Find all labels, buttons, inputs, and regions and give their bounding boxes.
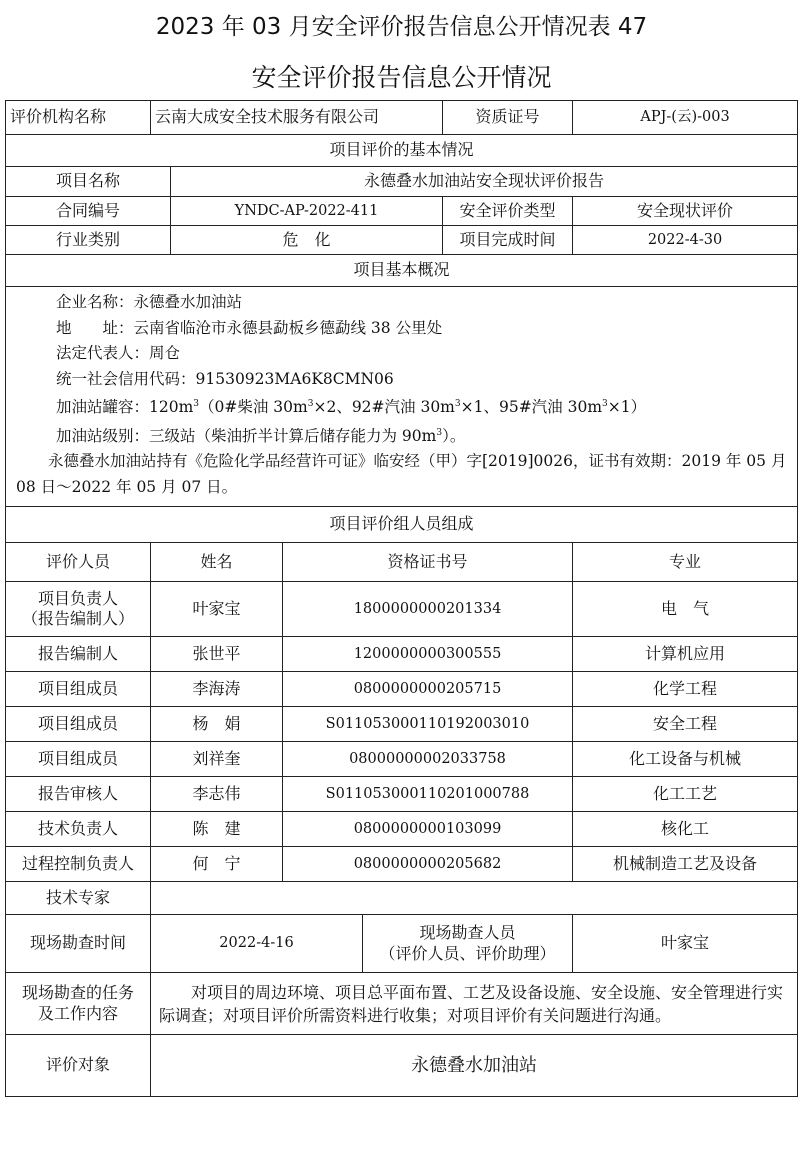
project-name-row	[6, 167, 798, 197]
member-role: 技术负责人	[6, 812, 151, 847]
industry-value: 危 化	[171, 226, 443, 255]
overview-body	[6, 287, 798, 507]
member-name: 陈 建	[151, 812, 283, 847]
overview-section-title: 项目基本概况	[6, 255, 798, 287]
header-cert: 资格证书号	[283, 543, 573, 582]
license-paragraph: 永德叠水加油站持有《危险化学品经营许可证》临安经（甲）字[2019]0026，证书有效期：2019 年 05 月 08 日～2022 年 05 月 07 日。	[16, 452, 787, 496]
member-role: 项目负责人 （报告编制人）	[6, 582, 151, 637]
member-name: 李海涛	[151, 672, 283, 707]
table-row	[6, 637, 798, 672]
member-name: 何 宁	[151, 847, 283, 882]
member-name: 张世平	[151, 637, 283, 672]
member-major: 电 气	[573, 582, 798, 637]
header-role: 评价人员	[6, 543, 151, 582]
header-name: 姓名	[151, 543, 283, 582]
member-major: 安全工程	[573, 707, 798, 742]
org-row	[6, 101, 798, 135]
document-subtitle: 安全评价报告信息公开情况	[251, 63, 552, 92]
org-value: 云南大成安全技术服务有限公司	[151, 101, 443, 135]
table-row	[6, 812, 798, 847]
table-row	[6, 742, 798, 777]
member-name: 叶家宝	[151, 582, 283, 637]
contract-row	[6, 197, 798, 226]
survey-staff-label: 现场勘查人员 （评价人员、评价助理）	[363, 915, 573, 973]
member-cert: S011053000110192003010	[283, 707, 573, 742]
survey-task-label: 现场勘查的任务 及工作内容	[6, 973, 151, 1035]
member-major: 化学工程	[573, 672, 798, 707]
member-cert: 1200000000300555	[283, 637, 573, 672]
tank-line: 加油站罐容：$120m^3(0\#$柴油 $30m^3\times 2$、92#汽油 $30m^3\times 1$、95#汽油 $30m^3\times 1$）	[56, 398, 647, 417]
member-role: 报告编制人	[6, 637, 151, 672]
member-cert: 0800000000103099	[283, 812, 573, 847]
level-line: 加油站级别：三级站（柴油折半计算后储存能力为 $90m^3$）。	[56, 426, 466, 445]
member-cert: 1800000000201334	[283, 582, 573, 637]
member-major: 机械制造工艺及设备	[573, 847, 798, 882]
survey-staff-value: 叶家宝	[573, 915, 798, 973]
member-role: 过程控制负责人	[6, 847, 151, 882]
expert-row	[6, 882, 798, 915]
member-major: 化工设备与机械	[573, 742, 798, 777]
org-label: 评价机构名称	[6, 101, 151, 135]
survey-time-row	[6, 915, 798, 973]
industry-row	[6, 226, 798, 255]
table-row	[6, 777, 798, 812]
member-role: 项目组成员	[6, 672, 151, 707]
member-cert: 0800000000205682	[283, 847, 573, 882]
survey-task-value: 对项目的周边环境、项目总平面布置、工艺及设备设施、安全设施、安全管理进行实际调查；对项目评价所需资料进行收集；对项目评价有关问题进行沟通。	[151, 973, 798, 1035]
member-cert: S011053000110201000788	[283, 777, 573, 812]
member-name: 刘祥奎	[151, 742, 283, 777]
basic-section-title: 项目评价的基本情况	[6, 135, 798, 167]
target-label: 评价对象	[6, 1035, 151, 1097]
table-row	[6, 582, 798, 637]
legal-rep-line: 法定代表人：周仓	[56, 344, 181, 362]
finish-label: 项目完成时间	[443, 226, 573, 255]
cert-value: APJ-(云)-003	[573, 101, 798, 135]
table-row	[6, 847, 798, 882]
address-line: 地 址：云南省临沧市永德县勐板乡德勐线 38 公里处	[56, 318, 443, 337]
target-value: 永德叠水加油站	[151, 1035, 798, 1097]
team-section-title: 项目评价组人员组成	[6, 507, 798, 543]
member-name: 李志伟	[151, 777, 283, 812]
project-name-label: 项目名称	[6, 167, 171, 197]
project-name-value: 永德叠水加油站安全现状评价报告	[171, 167, 798, 197]
survey-task-row	[6, 973, 798, 1035]
contract-label: 合同编号	[6, 197, 171, 226]
header-major: 专业	[573, 543, 798, 582]
credit-code-line: 统一社会信用代码：91530923MA6K8CMN06	[56, 369, 394, 388]
table-row	[6, 707, 798, 742]
eval-type-label: 安全评价类型	[443, 197, 573, 226]
member-cert: 0800000000205715	[283, 672, 573, 707]
member-major: 计算机应用	[573, 637, 798, 672]
member-role: 报告审核人	[6, 777, 151, 812]
document-title: 2023 年 03 月安全评价报告信息公开情况表 47	[155, 14, 648, 40]
member-role: 项目组成员	[6, 742, 151, 777]
enterprise-line: 企业名称：永德叠水加油站	[56, 293, 243, 311]
contract-value: YNDC-AP-2022-411	[171, 197, 443, 226]
member-name: 杨 娟	[151, 707, 283, 742]
disclosure-table	[5, 100, 798, 1097]
expert-value	[151, 882, 798, 915]
cert-label: 资质证号	[443, 101, 573, 135]
eval-type-value: 安全现状评价	[573, 197, 798, 226]
team-header-row	[6, 543, 798, 582]
survey-time-label: 现场勘查时间	[6, 915, 151, 973]
member-major: 核化工	[573, 812, 798, 847]
survey-time-value: 2022-4-16	[151, 915, 363, 973]
member-cert: 08000000002033758	[283, 742, 573, 777]
expert-label: 技术专家	[6, 882, 151, 915]
industry-label: 行业类别	[6, 226, 171, 255]
target-row	[6, 1035, 798, 1097]
member-major: 化工工艺	[573, 777, 798, 812]
member-role: 项目组成员	[6, 707, 151, 742]
finish-value: 2022-4-30	[573, 226, 798, 255]
table-row	[6, 672, 798, 707]
